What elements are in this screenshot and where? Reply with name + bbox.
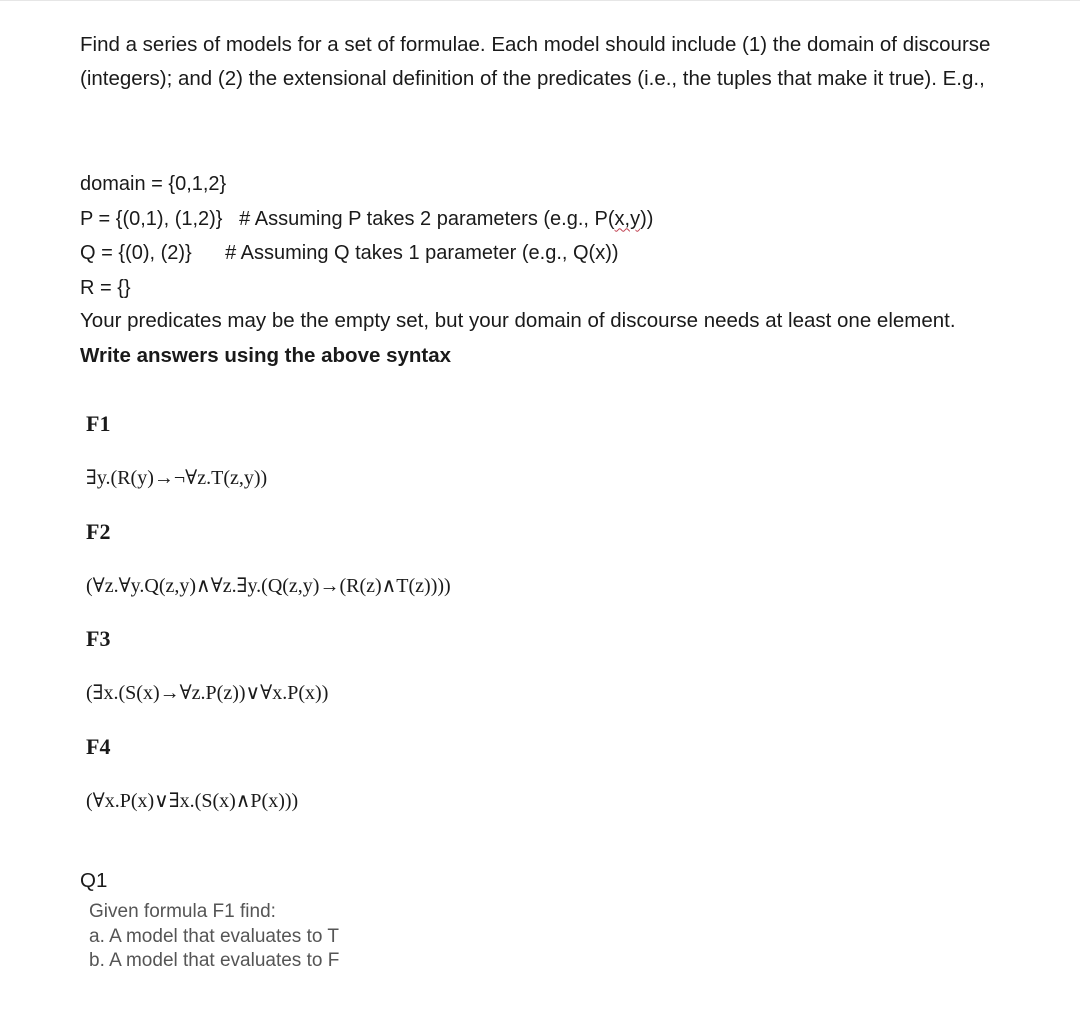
formula-f1 — [86, 411, 267, 491]
question-option-a: a. A model that evaluates to T — [89, 925, 339, 947]
formula-f4 — [86, 734, 298, 814]
example-q-line — [80, 236, 1000, 271]
instruction-note — [80, 304, 1000, 373]
example-q-comment: # Assuming Q takes 1 parameter (e.g., Q(x)) — [225, 242, 619, 264]
instruction-note-bold: Write answers using the above syntax — [80, 343, 452, 367]
formula-label: F3 — [86, 626, 111, 651]
formula-expression: (∃x.(S(x)→∀z.P(z))∨∀x.P(x)) — [86, 682, 329, 704]
intro-paragraph: Find a series of models for a set of formulae. Each model should include (1) the domain of discourse (integers); and (2) the extensional definition of the predicates (i.e., the tuples that make it true). E.g., — [80, 33, 991, 90]
formula-label: F4 — [86, 734, 111, 759]
example-p-comment-suffix: )) — [640, 207, 654, 230]
question-option-b: b. A model that evaluates to F — [89, 950, 340, 971]
example-p-comment-args: x,y — [614, 207, 641, 230]
question-title: Q1 — [80, 869, 108, 892]
formula-label: F2 — [86, 519, 111, 544]
example-r-line: R = {} — [80, 276, 131, 299]
formula-f2 — [86, 519, 451, 599]
formula-f3 — [86, 626, 328, 706]
example-model — [80, 167, 1000, 305]
question-body — [89, 900, 339, 974]
example-p-comment-prefix: # Assuming P takes 2 parameters (e.g., P( — [239, 207, 615, 230]
example-p-definition: P = {(0,1), (1,2)} — [80, 207, 223, 230]
top-divider — [0, 0, 1080, 1]
formula-label: F1 — [86, 411, 111, 436]
example-q-definition: Q = {(0), (2)} — [80, 242, 192, 264]
formula-expression: (∀z.∀y.Q(z,y)∧∀z.∃y.(Q(z,y)→(R(z)∧T(z)))) — [86, 575, 451, 597]
example-p-line — [80, 202, 1000, 237]
instruction-note-text: Your predicates may be the empty set, but your domain of discourse needs at least one element. — [80, 309, 956, 332]
formula-expression: (∀x.P(x)∨∃x.(S(x)∧P(x))) — [86, 790, 299, 812]
formula-expression: ∃y.(R(y)→¬∀z.T(z,y)) — [86, 467, 268, 489]
question-prompt: Given formula F1 find: — [89, 901, 276, 922]
example-domain-line: domain = {0,1,2} — [80, 173, 227, 195]
